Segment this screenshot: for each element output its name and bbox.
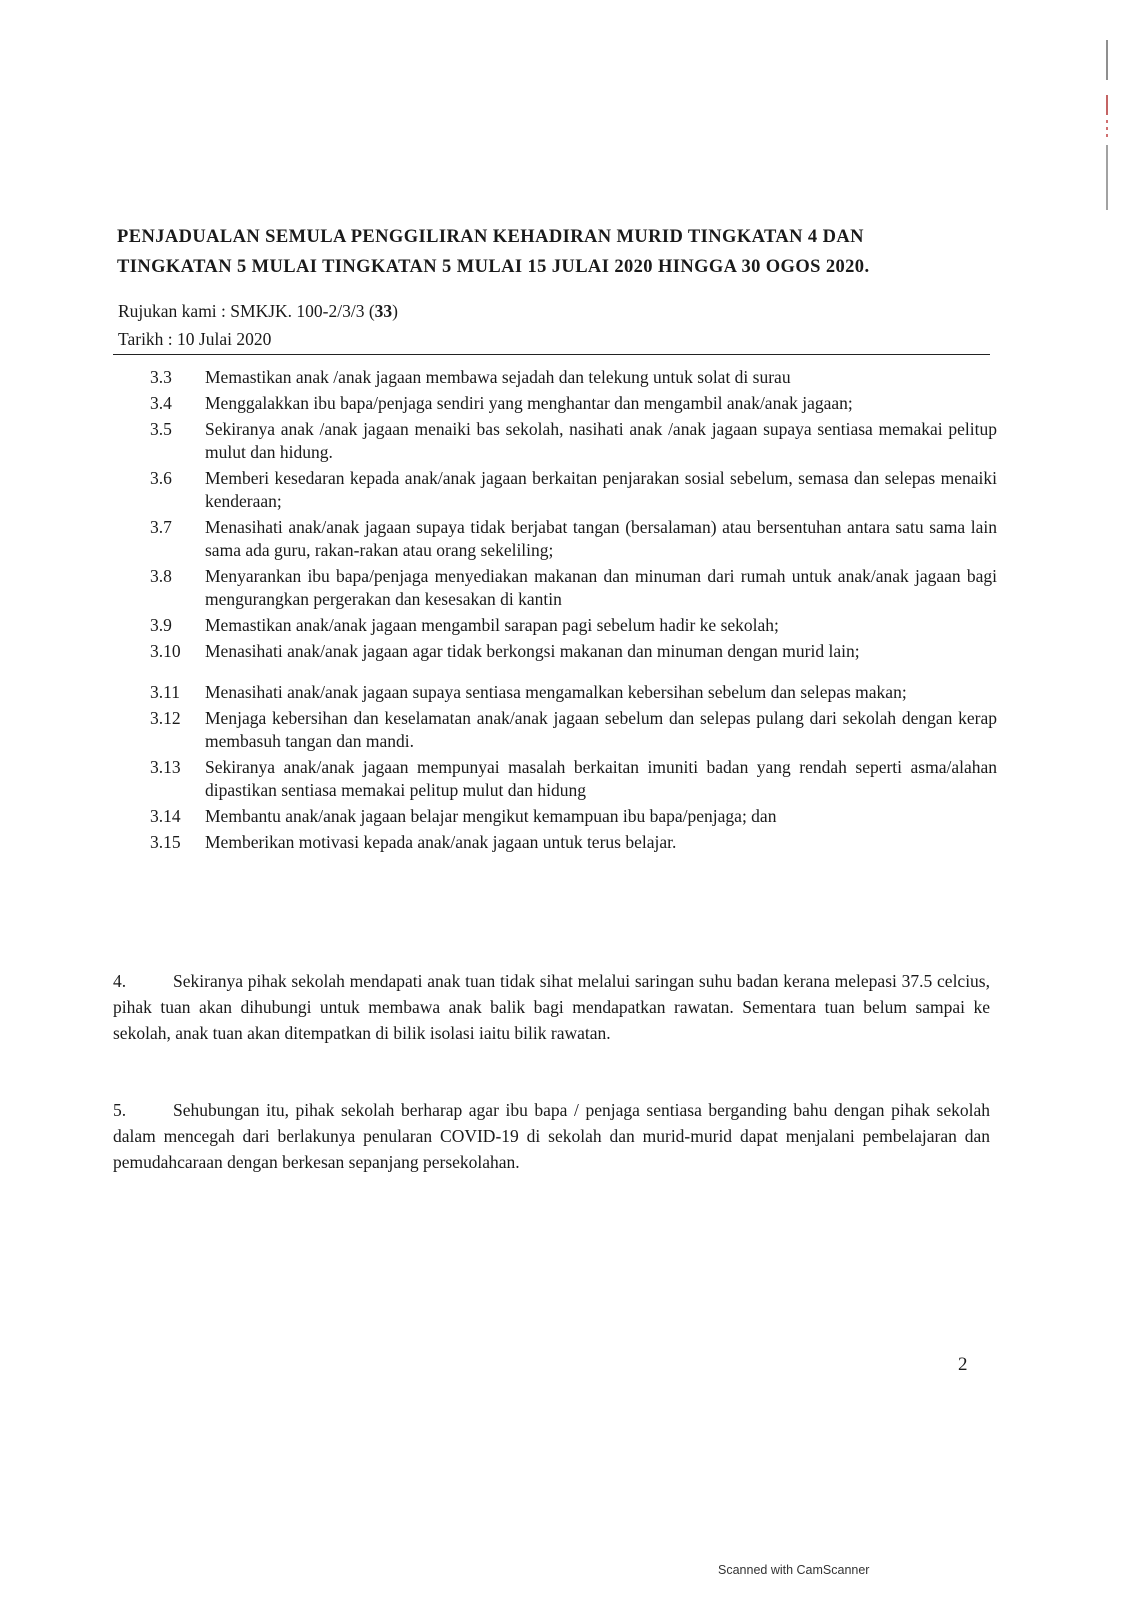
list-item-number: 3.11 (150, 682, 180, 702)
paragraph-5-text: Sehubungan itu, pihak sekolah berharap agar ibu bapa / penjaga sentiasa berganding bahu dengan pihak sekolah dalam mencegah dari berlakunya penularan COVID-19 di sekolah dan murid-murid dapat menjalani pembelajaran dan pemudahcaraan dengan berkesan sepanjang persekolahan. (113, 1100, 990, 1172)
list-item-text: Memberikan motivasi kepada anak/anak jagaan untuk terus belajar. (205, 832, 677, 852)
list-item-number: 3.6 (150, 468, 172, 488)
reference-number: 33 (374, 301, 393, 321)
list-item (142, 516, 997, 562)
scan-edge-mark (1104, 40, 1114, 210)
page-number: 2 (958, 1354, 968, 1375)
list-item-text: Menasihati anak/anak jagaan supaya tidak berjabat tangan (bersalaman) atau bersentuhan antara satu sama lain sama ada guru, rakan-rakan atau orang sekeliling; (205, 517, 997, 560)
numbered-list (142, 366, 997, 857)
list-item-text: Memastikan anak/anak jagaan mengambil sarapan pagi sebelum hadir ke sekolah; (205, 615, 779, 635)
list-item-text: Menggalakkan ibu bapa/penjaga sendiri yang menghantar dan mengambil anak/anak jagaan; (205, 393, 853, 413)
title-line-1: PENJADUALAN SEMULA PENGGILIRAN KEHADIRAN MURID TINGKATAN 4 DAN (117, 227, 864, 247)
list-item-number: 3.14 (150, 806, 181, 826)
list-item-number: 3.4 (150, 393, 172, 413)
list-item (142, 707, 997, 753)
list-item-text: Menasihati anak/anak jagaan agar tidak berkongsi makanan dan minuman dengan murid lain; (205, 641, 860, 661)
list-item (142, 831, 997, 854)
list-item (142, 392, 997, 415)
list-item-text: Membantu anak/anak jagaan belajar mengikut kemampuan ibu bapa/penjaga; dan (205, 806, 777, 826)
title-line-2: TINGKATAN 5 MULAI TINGKATAN 5 MULAI 15 JULAI 2020 HINGGA 30 OGOS 2020. (117, 257, 870, 277)
list-item-number: 3.15 (150, 832, 181, 852)
list-item-text: Sekiranya anak /anak jagaan menaiki bas sekolah, nasihati anak /anak jagaan supaya sentiasa memakai pelitup mulut dan hidung. (205, 419, 997, 462)
reference-suffix: ) (392, 301, 398, 321)
list-item-text: Menyarankan ibu bapa/penjaga menyediakan makanan dan minuman dari rumah untuk anak/anak jagaan bagi mengurangkan pergerakan dan kesesakan di kantin (205, 566, 997, 609)
list-item-number: 3.3 (150, 367, 172, 387)
paragraph-5 (113, 1097, 990, 1175)
document-title (117, 222, 977, 282)
reference-block (118, 297, 398, 353)
list-item (142, 756, 997, 802)
list-item-number: 3.5 (150, 419, 172, 439)
list-item-text: Memastikan anak /anak jagaan membawa sejadah dan telekung untuk solat di surau (205, 367, 791, 387)
paragraph-4-text: Sekiranya pihak sekolah mendapati anak tuan tidak sihat melalui saringan suhu badan kerana melepasi 37.5 celcius, pihak tuan akan dihubungi untuk membawa anak balik bagi mendapatkan rawatan. Sementara tuan belum sampai ke sekolah, anak tuan akan ditempatkan di bilik isolasi iaitu bilik rawatan. (113, 971, 990, 1043)
date-line: Tarikh : 10 Julai 2020 (118, 329, 272, 349)
paragraph-5-number: 5. (113, 1100, 127, 1120)
list-item (142, 681, 997, 704)
list-item-number: 3.9 (150, 615, 172, 635)
reference-line (118, 297, 398, 325)
list-item-text: Menasihati anak/anak jagaan supaya sentiasa mengamalkan kebersihan sebelum dan selepas makan; (205, 682, 907, 702)
list-item (142, 418, 997, 464)
paragraph-4-number: 4. (113, 971, 127, 991)
list-item-number: 3.7 (150, 517, 172, 537)
list-item (142, 805, 997, 828)
list-item (142, 640, 997, 663)
list-item-number: 3.10 (150, 641, 181, 661)
list-item (142, 565, 997, 611)
scanner-watermark: Scanned with CamScanner (718, 1563, 870, 1577)
list-item-number: 3.8 (150, 566, 172, 586)
list-item-number: 3.12 (150, 708, 181, 728)
list-item (142, 467, 997, 513)
list-item (142, 614, 997, 637)
list-item-text: Sekiranya anak/anak jagaan mempunyai masalah berkaitan imuniti badan yang rendah seperti asma/alahan dipastikan sentiasa memakai pelitup mulut dan hidung (205, 757, 997, 800)
reference-prefix: Rujukan kami : SMKJK. 100-2/3/3 ( (118, 301, 375, 321)
list-item-number: 3.13 (150, 757, 181, 777)
list-item (142, 366, 997, 389)
list-item-text: Menjaga kebersihan dan keselamatan anak/anak jagaan sebelum dan selepas pulang dari sekolah dengan kerap membasuh tangan dan mandi. (205, 708, 997, 751)
header-divider (113, 354, 990, 355)
list-item-text: Memberi kesedaran kepada anak/anak jagaan berkaitan penjarakan sosial sebelum, semasa dan selepas menaiki kenderaan; (205, 468, 997, 511)
paragraph-4 (113, 968, 990, 1046)
